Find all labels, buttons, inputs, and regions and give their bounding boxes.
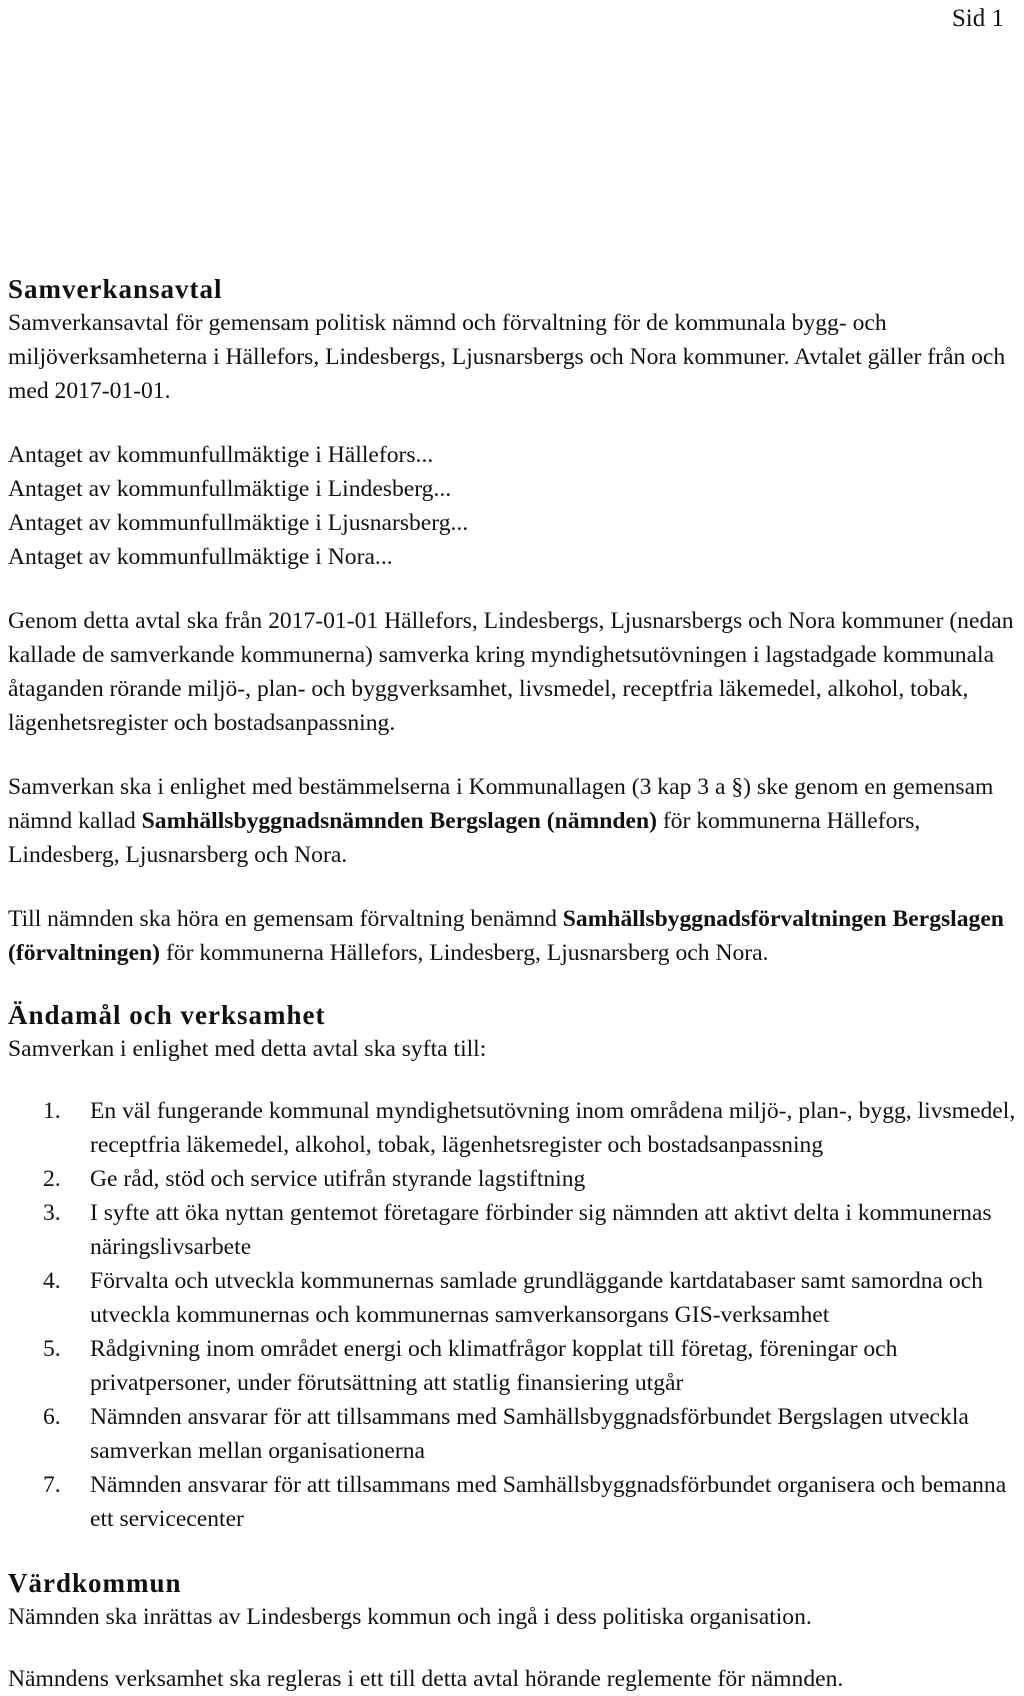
committee-name: Samhällsbyggnadsnämnden Bergslagen (nämnden) (141, 808, 657, 834)
purpose-list (8, 1094, 1020, 1536)
purpose-item: 1. En väl fungerande kommunal myndighetsutövning inom områdena miljö-, plan-, bygg, livsmedel, receptfria läkemedel, alkohol, tobak, lägenhetsregister och bostadsanpassning (43, 1098, 1016, 1158)
adoption-item: Antaget av kommunfullmäktige i Nora... (8, 544, 393, 570)
adoption-item: Antaget av kommunfullmäktige i Lindesberg... (8, 476, 452, 502)
document-title: Samverkansavtal (8, 274, 223, 304)
host-paragraph: Nämnden ska inrättas av Lindesbergs kommun och ingå i dess politiska organisation. (8, 1604, 812, 1630)
intro-paragraph: Samverkansavtal för gemensam politisk nämnd och förvaltning för de kommunala bygg- och miljöverksamheterna i Hällefors, Lindesbergs, Ljusnarsbergs och Nora kommuner. Avtalet gäller från och med 2017-01-01. (8, 310, 1006, 404)
purpose-item: 6. Nämnden ansvarar för att tillsammans med Samhällsbyggnadsförbundet Bergslagen utveckla samverkan mellan organisationerna (43, 1404, 969, 1464)
adoption-item: Antaget av kommunfullmäktige i Hällefors... (8, 442, 434, 468)
adoption-list (8, 438, 1020, 574)
purpose-item: 2. Ge råd, stöd och service utifrån styrande lagstiftning (43, 1166, 586, 1192)
purpose-intro: Samverkan i enlighet med detta avtal ska syfta till: (8, 1036, 487, 1062)
purpose-item: 7. Nämnden ansvarar för att tillsammans med Samhällsbyggnadsförbundet organisera och bemanna ett servicecenter (43, 1472, 1007, 1532)
regulation-paragraph: Nämndens verksamhet ska regleras i ett till detta avtal hörande reglemente för nämnden. (8, 1666, 844, 1692)
section-heading-purpose: Ändamål och verksamhet (8, 1000, 326, 1030)
scope-paragraph: Genom detta avtal ska från 2017-01-01 Hällefors, Lindesbergs, Ljusnarsbergs och Nora kommuner (nedan kallade de samverkande kommunerna) samverka kring myndighetsutövningen i lagstadgade kommunala åtaganden rörande miljö-, plan- och byggverksamhet, livsmedel, receptfria läkemedel, alkohol, tobak, lägenhetsregister och bostadsanpassning. (8, 608, 1014, 736)
administration-name: Samhällsbyggnadsförvaltningen Bergslagen (förvaltningen) (8, 906, 1004, 966)
section-heading-host: Värdkommun (8, 1568, 182, 1598)
document-body (8, 272, 1020, 1696)
page-number: Sid 1 (951, 5, 1004, 32)
purpose-item: 3. I syfte att öka nyttan gentemot företagare förbinder sig nämnden att aktivt delta i kommunernas näringslivsarbete (43, 1200, 992, 1260)
purpose-item: 4. Förvalta och utveckla kommunernas samlade grundläggande kartdatabaser samt samordna och utveckla kommunernas och kommunernas samverkansorgans GIS-verksamhet (43, 1268, 983, 1328)
adoption-item: Antaget av kommunfullmäktige i Ljusnarsberg... (8, 510, 469, 536)
joint-committee-paragraph: Samverkan ska i enlighet med bestämmelserna i Kommunallagen (3 kap 3 a §) ske genom en gemensam nämnd kallad Samhällsbyggnadsnämnden Bergslagen (nämnden) för kommunerna Hällefors, Lindesberg, Ljusnarsberg och Nora. (8, 774, 994, 868)
purpose-item: 5. Rådgivning inom området energi och klimatfrågor kopplat till företag, föreningar och privatpersoner, under förutsättning att statlig finansiering utgår (43, 1336, 898, 1396)
joint-administration-paragraph: Till nämnden ska höra en gemensam förvaltning benämnd Samhällsbyggnadsförvaltningen Bergslagen (förvaltningen) för kommunerna Hällefors, Lindesberg, Ljusnarsberg och Nora. (8, 906, 1004, 966)
